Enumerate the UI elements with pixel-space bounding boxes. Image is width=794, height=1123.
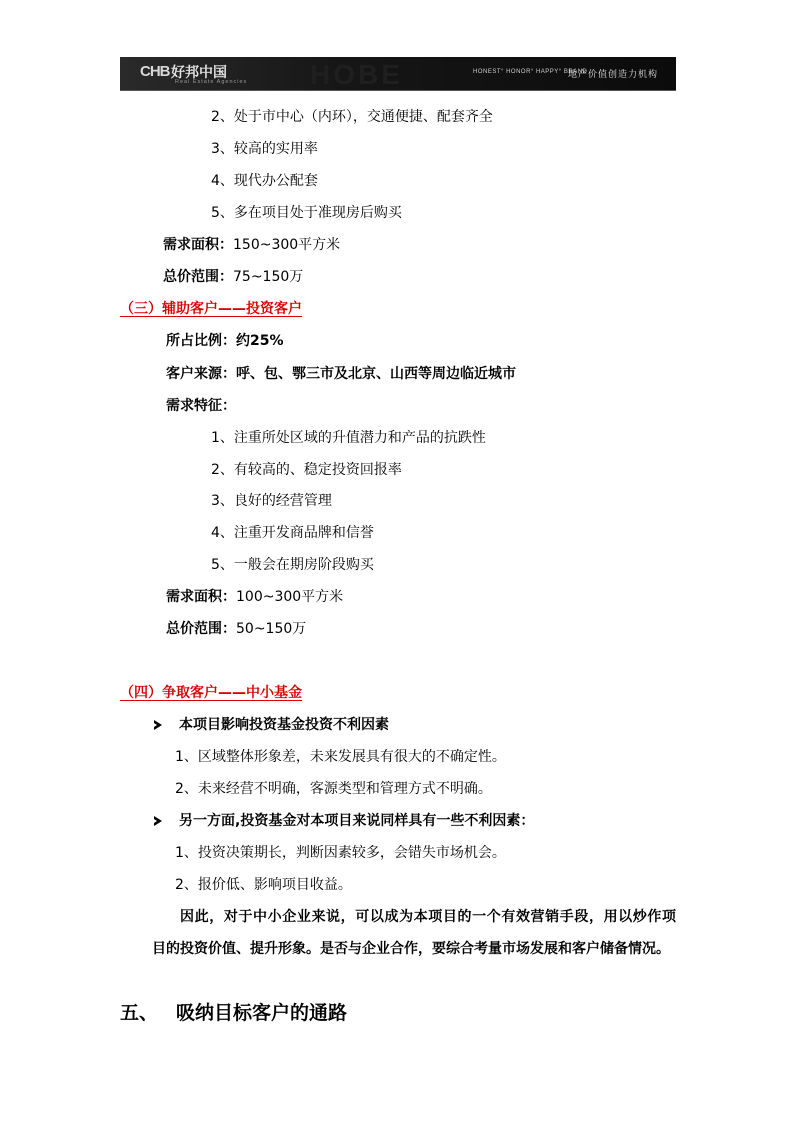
- list-item: 1、注重所处区域的升值潜力和产品的抗跌性: [211, 430, 486, 446]
- share-ratio-value: 约25%: [236, 333, 284, 349]
- section-3-title: （三）辅助客户——投资客户: [120, 301, 302, 317]
- bullet-heading: 另一方面,投资基金对本项目来说同样具有一些不利因素：: [179, 813, 535, 829]
- price-range: [166, 619, 306, 639]
- bullet-arrow-icon: [154, 816, 162, 826]
- price-range: [163, 267, 303, 287]
- demand-area: [166, 587, 343, 607]
- customer-source-value: 呼、包、鄂三市及北京、山西等周边临近城市: [236, 366, 516, 382]
- bullet-heading: 本项目影响投资基金投资不利因素: [179, 717, 389, 733]
- list-item: 2、有较高的、稳定投资回报率: [211, 462, 402, 478]
- list-item: 2、未来经营不明确，客源类型和管理方式不明确。: [175, 781, 492, 797]
- section-5-number: 五、: [120, 1002, 159, 1024]
- price-range-value: 75~150万: [233, 269, 304, 285]
- logo-icon: CHB: [140, 63, 170, 80]
- customer-source-label: 客户来源：: [166, 366, 236, 382]
- customer-source: [166, 364, 516, 384]
- bullet-arrow-icon: [154, 720, 162, 730]
- logo-text: 好邦中国: [171, 65, 227, 81]
- conclusion-line-1: 因此，对于中小企业来说，可以成为本项目的一个有效营销手段，用以炒作项: [180, 909, 676, 925]
- list-item: 4、注重开发商品牌和信誉: [211, 525, 374, 541]
- list-item: 3、较高的实用率: [211, 141, 318, 157]
- price-range-value: 50~150万: [236, 621, 307, 637]
- list-item: 4、现代办公配套: [211, 173, 318, 189]
- list-item: 1、区域整体形象差，未来发展具有很大的不确定性。: [175, 749, 506, 765]
- conclusion-line-2: 目的投资价值、提升形象。是否与企业合作，要综合考量市场发展和客户储备情况。: [152, 941, 670, 957]
- banner-watermark: HOBE: [310, 59, 403, 90]
- section-4-title: （四）争取客户——中小基金: [120, 685, 302, 701]
- logo-subtitle: Real Estate Agencies: [175, 79, 248, 85]
- banner-slogan-en: HONEST° HONOR° HAPPY° BRAND: [473, 69, 588, 75]
- list-item: 5、一般会在期房阶段购买: [211, 557, 374, 573]
- header-divider: [120, 90, 676, 91]
- list-item: 2、报价低、影响项目收益。: [175, 877, 352, 893]
- demand-area-value: 150~300平方米: [233, 237, 341, 253]
- list-item: 5、多在项目处于准现房后购买: [211, 205, 402, 221]
- list-item: 1、投资决策期长，判断因素较多，会错失市场机会。: [175, 845, 506, 861]
- banner-slogan-cn: 地产价值创造力机构: [568, 70, 659, 80]
- demand-area-value: 100~300平方米: [236, 589, 344, 605]
- price-range-label: 总价范围：: [166, 621, 236, 637]
- demand-area-label: 需求面积：: [166, 589, 236, 605]
- section-5-title: 吸纳目标客户的通路: [176, 1002, 348, 1024]
- price-range-label: 总价范围：: [163, 269, 233, 285]
- share-ratio-label: 所占比例：: [166, 333, 236, 349]
- header-banner: [120, 57, 676, 90]
- feature-label: 需求特征：: [166, 398, 236, 414]
- demand-area: [163, 235, 340, 255]
- list-item: 2、处于市中心（内环），交通便捷、配套齐全: [211, 109, 493, 125]
- list-item: 3、良好的经营管理: [211, 493, 332, 509]
- share-ratio: [166, 331, 284, 351]
- demand-area-label: 需求面积：: [163, 237, 233, 253]
